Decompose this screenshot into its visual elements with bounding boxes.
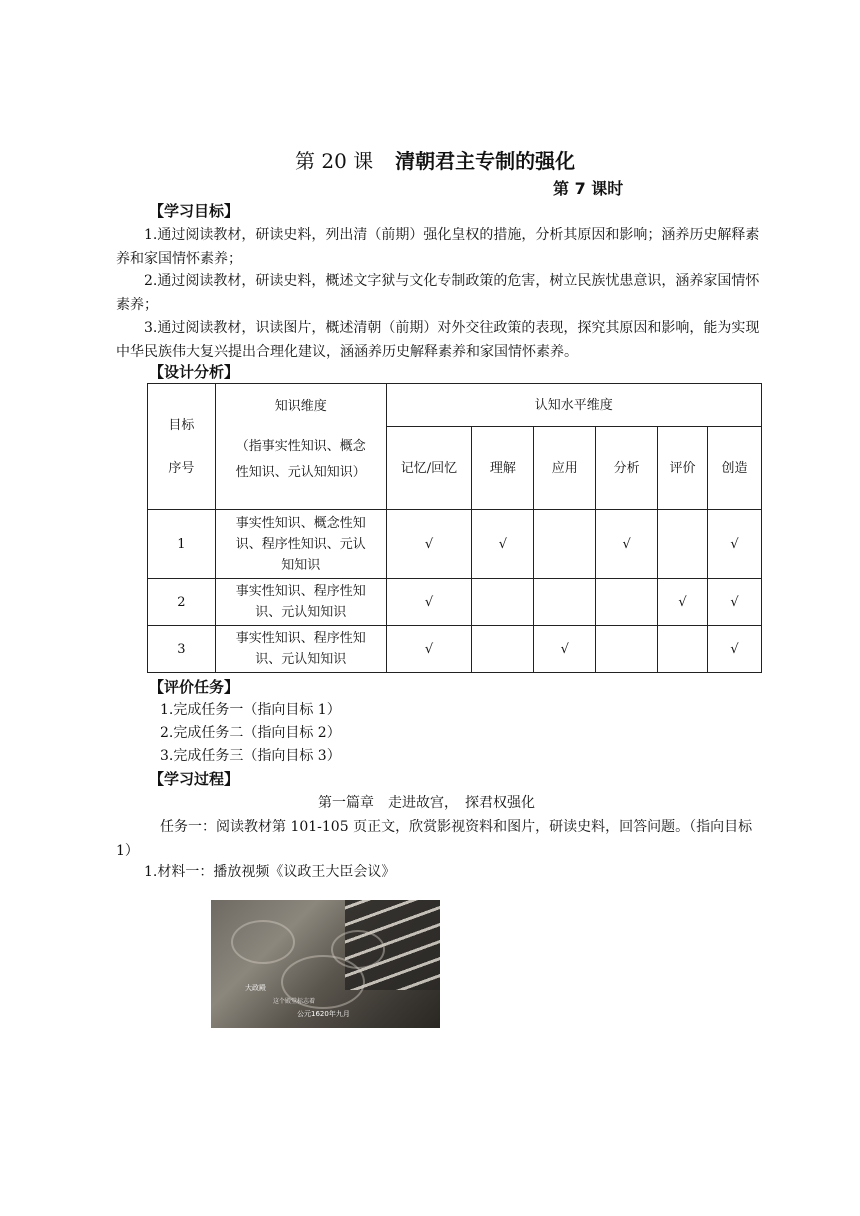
design-heading: 【设计分析】 — [149, 363, 240, 381]
row-number: 2 — [148, 579, 216, 626]
material1-text: 1.材料一：播放视频《议政王大臣会议》 — [144, 864, 396, 880]
knowledge-header-line1: 知识维度 — [274, 399, 327, 414]
title-prefix: 第 20 课 — [295, 149, 374, 173]
page-title — [295, 147, 575, 175]
knowledge-header-line2: （指事实性知识、概念 — [235, 439, 366, 454]
caption-line-1: 大政殿 — [245, 984, 266, 992]
process-heading: 【学习过程】 — [149, 770, 240, 788]
objective-2: 2.通过阅读教材，研读史料，概述文字狱与文化专制政策的危害，树立民族忧患意识，涵养家国情怀素养； — [116, 273, 760, 313]
video-still-image — [211, 900, 440, 1028]
check-cell: √ — [386, 626, 472, 673]
evaluation-item-1: 1.完成任务一（指向目标 1） — [160, 702, 341, 718]
check-cell: √ — [707, 510, 761, 579]
level-understand: 理解 — [472, 427, 534, 510]
knowledge-line: 识、元认知知识 — [255, 605, 347, 620]
carving-swirl — [231, 920, 295, 964]
check-cell — [534, 510, 596, 579]
knowledge-line: 事实性知识、概念性知 — [235, 515, 366, 531]
knowledge-header-line3: 性知识、元认知知识） — [235, 465, 366, 480]
check-cell: √ — [707, 626, 761, 673]
row-knowledge — [215, 579, 386, 626]
caption-line-2: 这个殿堂标志着 — [273, 998, 316, 1005]
check-cell — [472, 579, 534, 626]
task1-text: 任务一：阅读教材第 101-105 页正文，欣赏影视资料和图片，研读史料，回答问题。（指向目标 1） — [116, 819, 753, 859]
check-cell: √ — [386, 579, 472, 626]
knowledge-header-cell — [215, 384, 386, 510]
chapter-title: 第一篇章 走进故宫， 探君权强化 — [318, 795, 535, 811]
caption-line-3: 公元1620年九月 — [297, 1010, 350, 1018]
check-cell — [596, 579, 658, 626]
evaluation-item-3: 3.完成任务三（指向目标 3） — [160, 748, 341, 764]
check-cell: √ — [658, 579, 708, 626]
level-evaluate: 评价 — [658, 427, 708, 510]
knowledge-line: 事实性知识、程序性知 — [235, 631, 366, 646]
check-cell — [596, 626, 658, 673]
table-row — [148, 510, 762, 579]
cognitive-header: 认知水平维度 — [386, 384, 761, 427]
check-cell — [472, 626, 534, 673]
evaluation-heading: 【评价任务】 — [149, 678, 240, 696]
knowledge-line: 知知识 — [281, 557, 321, 573]
knowledge-line: 识、元认知知识 — [255, 652, 347, 667]
check-cell: √ — [596, 510, 658, 579]
page-subtitle: 第 7 课时 — [553, 179, 624, 198]
row-knowledge — [215, 626, 386, 673]
row-number: 1 — [148, 510, 216, 579]
objectives-heading: 【学习目标】 — [149, 202, 240, 220]
table-row — [148, 626, 762, 673]
check-cell: √ — [707, 579, 761, 626]
check-cell: √ — [472, 510, 534, 579]
check-cell — [534, 579, 596, 626]
title-main: 清朝君主专制的强化 — [395, 149, 576, 173]
design-analysis-table — [147, 383, 762, 673]
check-cell — [658, 626, 708, 673]
target-header-line2: 序号 — [168, 460, 195, 476]
check-cell — [658, 510, 708, 579]
check-cell: √ — [386, 510, 472, 579]
row-number: 3 — [148, 626, 216, 673]
check-cell: √ — [534, 626, 596, 673]
target-header-line1: 目标 — [168, 417, 195, 433]
objective-1: 1.通过阅读教材，研读史料，列出清（前期）强化皇权的措施，分析其原因和影响；涵养历史解释素养和家国情怀素养； — [116, 227, 760, 267]
level-apply: 应用 — [534, 427, 596, 510]
knowledge-line: 识、程序性知识、元认 — [235, 536, 366, 552]
level-analyze: 分析 — [596, 427, 658, 510]
table-row — [148, 579, 762, 626]
carving-swirl — [331, 930, 385, 969]
objective-3: 3.通过阅读教材，识读图片，概述清朝（前期）对外交往政策的表现，探究其原因和影响，能为实现中华民族伟大复兴提出合理化建议，涵涵养历史解释素养和家国情怀素养。 — [116, 320, 760, 360]
row-knowledge — [215, 510, 386, 579]
level-recall: 记忆/回忆 — [386, 427, 472, 510]
level-create: 创造 — [707, 427, 761, 510]
target-header-cell — [148, 384, 216, 510]
knowledge-line: 事实性知识、程序性知 — [235, 584, 366, 599]
evaluation-item-2: 2.完成任务二（指向目标 2） — [160, 725, 341, 741]
